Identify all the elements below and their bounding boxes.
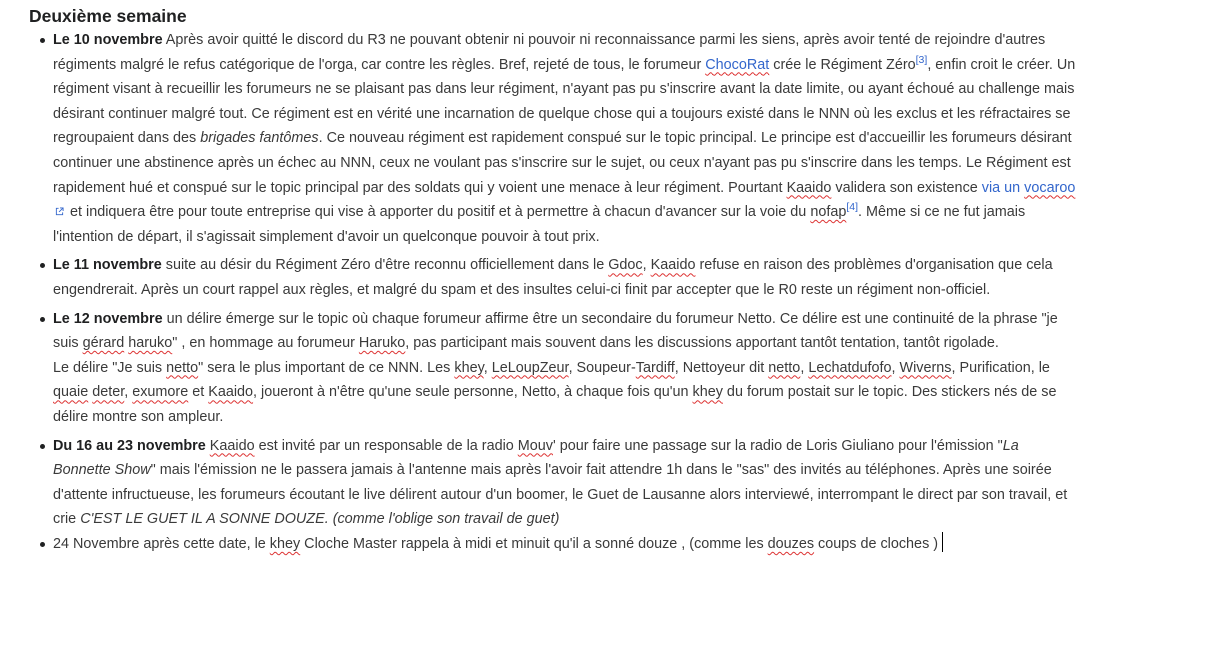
user-link-chocorat[interactable]: ChocoRat (705, 56, 770, 73)
reference-3[interactable]: [3] (915, 53, 928, 66)
reference-4[interactable]: [4] (846, 201, 859, 214)
text-cursor (942, 532, 943, 552)
list-item-11-novembre[interactable]: Le 11 novembre suite au désir du Régiment Zéro d'être reconnu officiellement dans le Gdoc, Kaaido refuse en raison des problèmes d'organisation que cela engendrerait. Après un court rappel aux règles, et malgré du spam et des insultes celui-ci finit par accepter que le R0 reste un régiment non-officiel. (29, 253, 1079, 302)
list-item-12-novembre[interactable]: Le 12 novembre un délire émerge sur le topic où chaque forumeur affirme être un secondaire du forumeur Netto. Ce délire est une continuité de la phrase "je suis gérard haruko" , en hommage au forumeur Haruko, pas participant mais souvent dans les discussions apportant tantôt tentation, tantôt rigolade. Le délire "Je suis netto" sera le plus important de ce NNN. Les khey, LeLoupZeur, Soupeur-Tardiff, Nettoyeur dit netto, Lechatdufofo, Wiverns, Purification, le quaie deter, exumore et Kaaido, joueront à n'être qu'une seule personne, Netto, à chaque fois qu'un khey du forum postait sur le topic. Des stickers nés de se délire montre son ampleur. (29, 307, 1079, 430)
external-link-icon (55, 207, 64, 216)
word-kaaido: Kaaido (786, 179, 832, 196)
section-heading: Deuxième semaine (29, 6, 187, 26)
word-kaaido: Kaaido (650, 257, 696, 274)
date-label: Le 10 novembre (53, 32, 163, 48)
date-label: Le 12 novembre (53, 310, 163, 327)
word-gdoc: Gdoc (608, 257, 643, 274)
list-item-10-novembre[interactable]: Le 10 novembre Après avoir quitté le discord du R3 ne pouvant obtenir ni pouvoir ni reconnaissance parmi les siens, après avoir tenté de rejoindre d'autres régiments malgré le refus catégorique de l'orga, car contre les règles. Bref, rejeté de tous, le forumeur ChocoRat crée le Régiment Zéro[3], enfin croit le créer. Un régiment visant à recueillir les forumeurs ne se plaisant pas dans leur régiment, n'ayant pas pu s'inscrire avant la date limite, ou ayant échoué au challenge mais désirant continuer malgré tout. Ce régiment est en vérité une incarnation de quelque chose qui a toujours existé dans le NNN où les exclus et les réfractaires se regroupaient dans des brigades fantômes. Ce nouveau régiment est rapidement conspué sur le topic principal. Le principe est d'accueillir les forumeurs désirant continuer une abstinence après un échec au NNN, ceux ne voulant pas s'inscrire sur le sujet, ou ceux n'ayant pas pu s'inscrire dans les temps. Le Régiment est rapidement hué et conspué sur le topic principal par des soldats qui y voient une menace à leur régiment. Pourtant Kaaido validera son existence via un vocaroo et indiquera être pour toute entreprise qui vise à apporter du positif et à permettre à chacun d'avancer sur la voie du nofap[4]. Même si ce ne fut jamais l'intention de départ, il s'agissait simplement d'avoir un quelconque pouvoir à tout prix. (29, 28, 1079, 249)
list-item-24-novembre[interactable]: 24 Novembre après cette date, le khey Cloche Master rappela à midi et minuit qu'il a sonné douze , (comme les douzes coups de cloches ) (29, 532, 1079, 557)
date-label: Du 16 au 23 novembre (53, 437, 206, 454)
word-nofap: nofap (810, 204, 847, 221)
events-list (29, 28, 1079, 556)
vocaroo-link[interactable]: via un vocaroo (53, 180, 1075, 221)
date-label: Le 11 novembre (53, 257, 162, 274)
list-item-16-23-novembre[interactable]: Du 16 au 23 novembre Kaaido est invité par un responsable de la radio Mouv' pour faire une passage sur la radio de Loris Giuliano pour l'émission "La Bonnette Show" mais l'émission ne le passera jamais à l'antenne mais après l'avoir fait attendre 1h dans le "sas" des invités au téléphones. Après une soirée d'attente infructueuse, les forumeurs écoutant le live délirent autour d'un boomer, le Guet de Lausanne alors interviewé, interrompant le direct par son travail, et crie C'EST LE GUET IL A SONNE DOUZE. (comme l'oblige son travail de guet) (29, 434, 1079, 532)
